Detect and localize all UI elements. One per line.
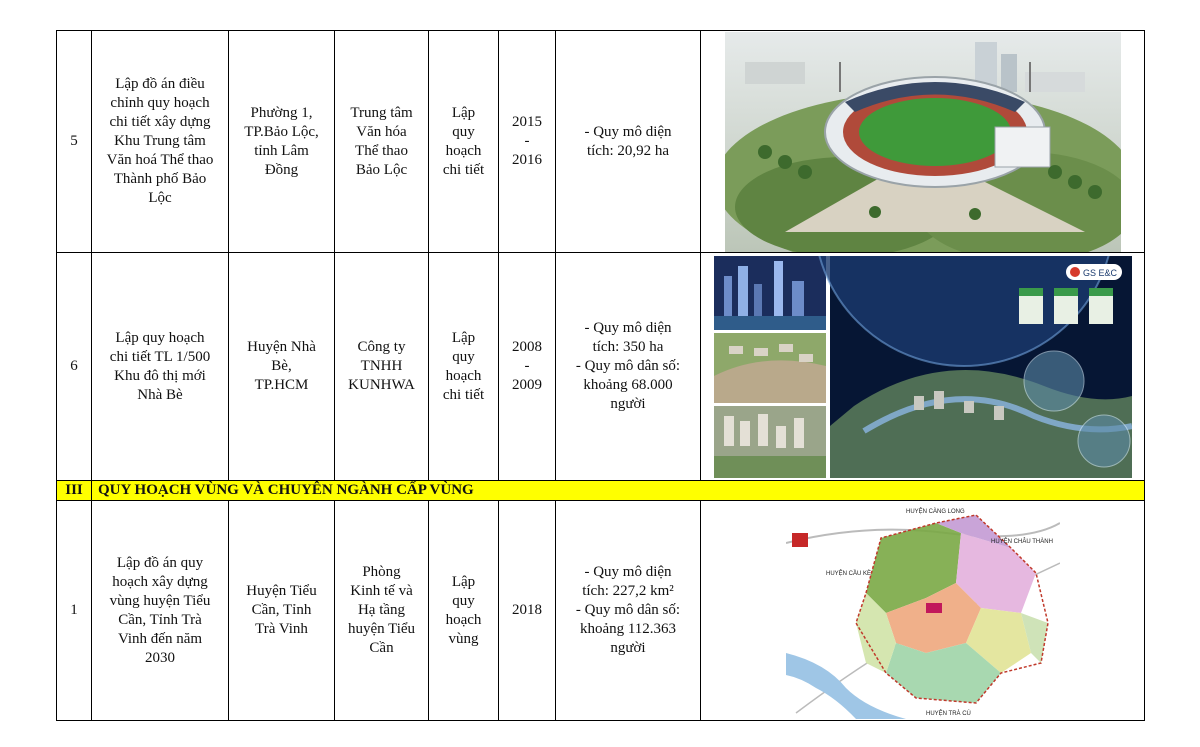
stadium-image (701, 31, 1145, 253)
project-type: Lập quy hoạch chi tiết (429, 253, 499, 481)
project-name: Lập quy hoạch chi tiết TL 1/500 Khu đô thị mới Nhà Bè (92, 253, 229, 481)
project-name: Lập đồ án quy hoạch xây dựng vùng huyện Tiểu Cần, Tỉnh Trà Vinh đến năm 2030 (92, 501, 229, 721)
tieu-can-region-map (786, 503, 1060, 719)
poster-masterplan (814, 256, 1132, 478)
urban-area-collage (714, 256, 1132, 478)
project-location: Huyện Tiểu Cần, Tỉnh Trà Vinh (229, 501, 335, 721)
project-year: 2015 - 2016 (499, 31, 556, 253)
table-row (57, 253, 1145, 481)
row-number: 5 (57, 31, 92, 253)
stadium-render-picture (725, 32, 1121, 252)
map-label-bottom: HUYỆN TRÀ CÚ (925, 710, 971, 717)
region-map-image (701, 501, 1145, 721)
project-year: 2018 (499, 501, 556, 721)
project-location: Phường 1, TP.Bảo Lộc, tỉnh Lâm Đồng (229, 31, 335, 253)
thumbnail-aerial-1 (714, 333, 826, 403)
map-label-left: HUYỆN CẦU KÈ (825, 570, 871, 577)
project-type: Lập quy hoạch chi tiết (429, 31, 499, 253)
thumbnail-aerial-2 (714, 406, 826, 478)
section-number: III (57, 481, 92, 501)
table-row (57, 31, 1145, 253)
project-client: Công ty TNHH KUNHWA (335, 253, 429, 481)
project-type: Lập quy hoạch vùng (429, 501, 499, 721)
project-scale: - Quy mô diện tích: 350 ha - Quy mô dân số: khoảng 68.000 người (556, 253, 701, 481)
urban-area-images (701, 253, 1145, 481)
thumbnail-night-city (714, 256, 826, 330)
row-number: 1 (57, 501, 92, 721)
project-client: Trung tâm Văn hóa Thể thao Bảo Lộc (335, 31, 429, 253)
project-client: Phòng Kinh tế và Hạ tầng huyện Tiểu Cần (335, 501, 429, 721)
project-scale: - Quy mô diện tích: 227,2 km² - Quy mô dân số: khoảng 112.363 người (556, 501, 701, 721)
row-number: 6 (57, 253, 92, 481)
poster-logo: GS E&C (1082, 267, 1117, 278)
project-year: 2008 - 2009 (499, 253, 556, 481)
map-label-top: HUYỆN CÀNG LONG (905, 508, 965, 515)
map-label-right: HUYỆN CHÂU THÀNH (990, 538, 1053, 545)
project-table (56, 30, 1144, 721)
table-row (57, 501, 1145, 721)
project-location: Huyện Nhà Bè, TP.HCM (229, 253, 335, 481)
project-name: Lập đồ án điều chỉnh quy hoạch chi tiết xây dựng Khu Trung tâm Văn hoá Thể thao Thành phố Bảo Lộc (92, 31, 229, 253)
section-row (57, 481, 1145, 501)
section-title: QUY HOẠCH VÙNG VÀ CHUYÊN NGÀNH CẤP VÙNG (92, 481, 1145, 501)
project-scale: - Quy mô diện tích: 20,92 ha (556, 31, 701, 253)
